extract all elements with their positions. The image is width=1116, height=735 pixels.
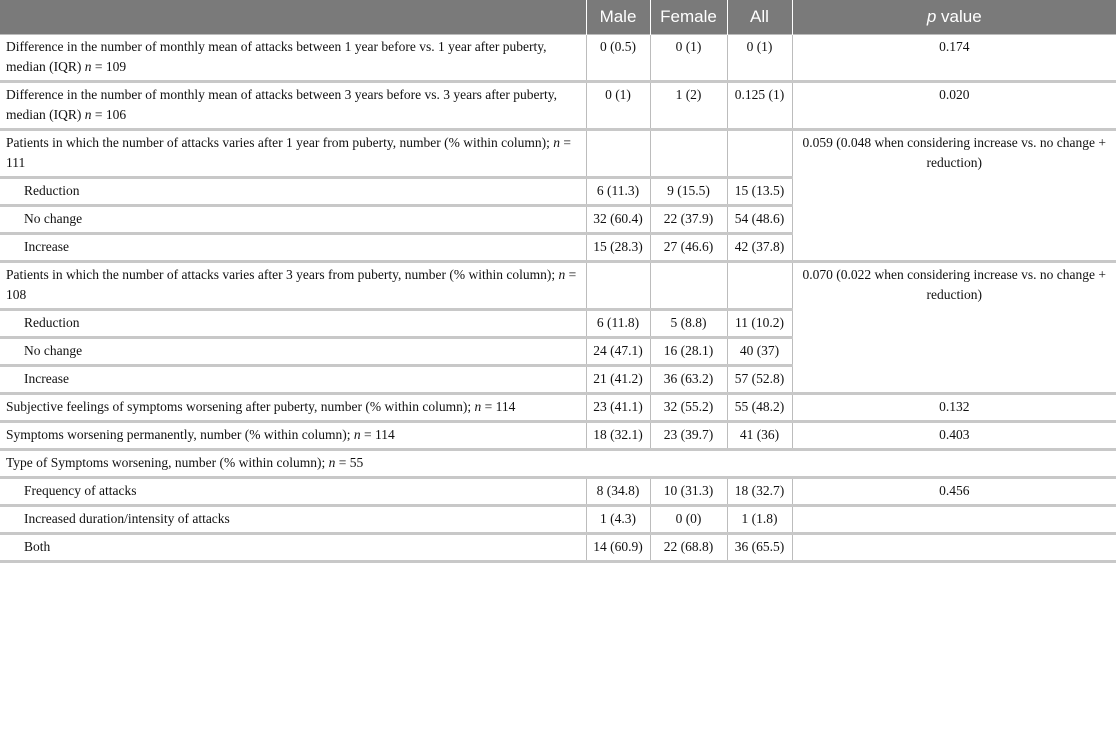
row-label <box>0 130 586 178</box>
cell-all: 18 (32.7) <box>727 478 792 506</box>
cell-p-value: 0.403 <box>792 422 1116 450</box>
cell-p-value: 0.456 <box>792 478 1116 506</box>
cell-female: 1 (2) <box>650 82 727 130</box>
cell-all: 40 (37) <box>727 338 792 366</box>
cell-female: 10 (31.3) <box>650 478 727 506</box>
table-row <box>0 506 1116 534</box>
n-value: = 55 <box>335 455 364 470</box>
row-label <box>0 262 586 310</box>
n-value: = 106 <box>91 107 127 122</box>
header-variable <box>0 0 586 35</box>
cell-male: 15 (28.3) <box>586 234 650 262</box>
cell-all <box>727 262 792 310</box>
row-label: No change <box>0 338 586 366</box>
label-text: Patients in which the number of attacks varies after 3 years from puberty, number (% within column); <box>6 267 559 282</box>
row-label <box>0 394 586 422</box>
cell-all: 1 (1.8) <box>727 506 792 534</box>
cell-male <box>586 130 650 178</box>
table-row <box>0 262 1116 310</box>
cell-female: 23 (39.7) <box>650 422 727 450</box>
n-symbol: n <box>353 427 361 442</box>
n-symbol: n <box>84 59 92 74</box>
header-p-value <box>792 0 1116 35</box>
cell-all: 55 (48.2) <box>727 394 792 422</box>
cell-male: 1 (4.3) <box>586 506 650 534</box>
table-row <box>0 82 1116 130</box>
row-label: No change <box>0 206 586 234</box>
n-symbol: n <box>558 267 566 282</box>
cell-male: 18 (32.1) <box>586 422 650 450</box>
cell-male: 24 (47.1) <box>586 338 650 366</box>
cell-all: 36 (65.5) <box>727 534 792 562</box>
n-value: = 109 <box>91 59 127 74</box>
cell-female: 5 (8.8) <box>650 310 727 338</box>
cell-male: 0 (0.5) <box>586 35 650 82</box>
n-symbol: n <box>84 107 92 122</box>
n-symbol: n <box>474 399 482 414</box>
label-text: Symptoms worsening permanently, number (% within column); <box>6 427 354 442</box>
cell-female: 22 (37.9) <box>650 206 727 234</box>
n-value: = 108 <box>6 267 577 302</box>
table-row <box>0 534 1116 562</box>
row-label <box>0 82 586 130</box>
cell-p-value: 0.070 (0.022 when considering increase vs. no change + reduction) <box>792 262 1116 394</box>
header-p-rest: value <box>936 7 982 26</box>
table-row <box>0 450 1116 478</box>
cell-female: 0 (1) <box>650 35 727 82</box>
cell-female: 0 (0) <box>650 506 727 534</box>
header-p-letter: p <box>926 7 937 26</box>
cell-p-value: 0.174 <box>792 35 1116 82</box>
cell-male <box>586 262 650 310</box>
cell-male: 23 (41.1) <box>586 394 650 422</box>
cell-female <box>650 130 727 178</box>
cell-male: 8 (34.8) <box>586 478 650 506</box>
label-text: Type of Symptoms worsening, number (% within column); <box>6 455 329 470</box>
row-label: Reduction <box>0 178 586 206</box>
row-label: Frequency of attacks <box>0 478 586 506</box>
header-row <box>0 0 1116 35</box>
cell-male: 6 (11.3) <box>586 178 650 206</box>
cell-female <box>650 262 727 310</box>
n-symbol: n <box>328 455 336 470</box>
row-label <box>0 450 1116 478</box>
cell-p-value: 0.132 <box>792 394 1116 422</box>
table-row <box>0 422 1116 450</box>
table-row <box>0 394 1116 422</box>
row-label: Reduction <box>0 310 586 338</box>
cell-male: 0 (1) <box>586 82 650 130</box>
cell-p-value <box>792 506 1116 534</box>
cell-all: 42 (37.8) <box>727 234 792 262</box>
cell-all: 15 (13.5) <box>727 178 792 206</box>
cell-female: 36 (63.2) <box>650 366 727 394</box>
cell-male: 6 (11.8) <box>586 310 650 338</box>
label-text: Patients in which the number of attacks varies after 1 year from puberty, number (% within column); <box>6 135 554 150</box>
cell-all: 41 (36) <box>727 422 792 450</box>
table-row <box>0 35 1116 82</box>
cell-female: 16 (28.1) <box>650 338 727 366</box>
cell-all <box>727 130 792 178</box>
label-text: Subjective feelings of symptoms worsening after puberty, number (% within column); <box>6 399 475 414</box>
cell-p-value: 0.059 (0.048 when considering increase vs. no change + reduction) <box>792 130 1116 262</box>
row-label: Increase <box>0 366 586 394</box>
n-value: = 114 <box>360 427 395 442</box>
row-label <box>0 35 586 82</box>
row-label <box>0 422 586 450</box>
n-symbol: n <box>553 135 560 150</box>
table-row <box>0 130 1116 178</box>
cell-p-value: 0.020 <box>792 82 1116 130</box>
cell-male: 21 (41.2) <box>586 366 650 394</box>
label-text: Difference in the number of monthly mean of attacks between 1 year before vs. 1 year after puberty, median (IQR) <box>6 39 547 74</box>
table-row <box>0 478 1116 506</box>
cell-all: 0.125 (1) <box>727 82 792 130</box>
cell-female: 27 (46.6) <box>650 234 727 262</box>
header-all: All <box>727 0 792 35</box>
cell-female: 9 (15.5) <box>650 178 727 206</box>
row-label: Increased duration/intensity of attacks <box>0 506 586 534</box>
cell-all: 57 (52.8) <box>727 366 792 394</box>
cell-male: 14 (60.9) <box>586 534 650 562</box>
cell-male: 32 (60.4) <box>586 206 650 234</box>
n-value: = 114 <box>481 399 516 414</box>
cell-p-value <box>792 534 1116 562</box>
header-female: Female <box>650 0 727 35</box>
header-male: Male <box>586 0 650 35</box>
cell-all: 54 (48.6) <box>727 206 792 234</box>
cell-female: 32 (55.2) <box>650 394 727 422</box>
n-value: = 111 <box>6 135 571 170</box>
cell-all: 11 (10.2) <box>727 310 792 338</box>
cell-female: 22 (68.8) <box>650 534 727 562</box>
label-text: Difference in the number of monthly mean of attacks between 3 years before vs. 3 years after puberty, median (IQR) <box>6 87 558 122</box>
row-label: Increase <box>0 234 586 262</box>
cell-all: 0 (1) <box>727 35 792 82</box>
row-label: Both <box>0 534 586 562</box>
